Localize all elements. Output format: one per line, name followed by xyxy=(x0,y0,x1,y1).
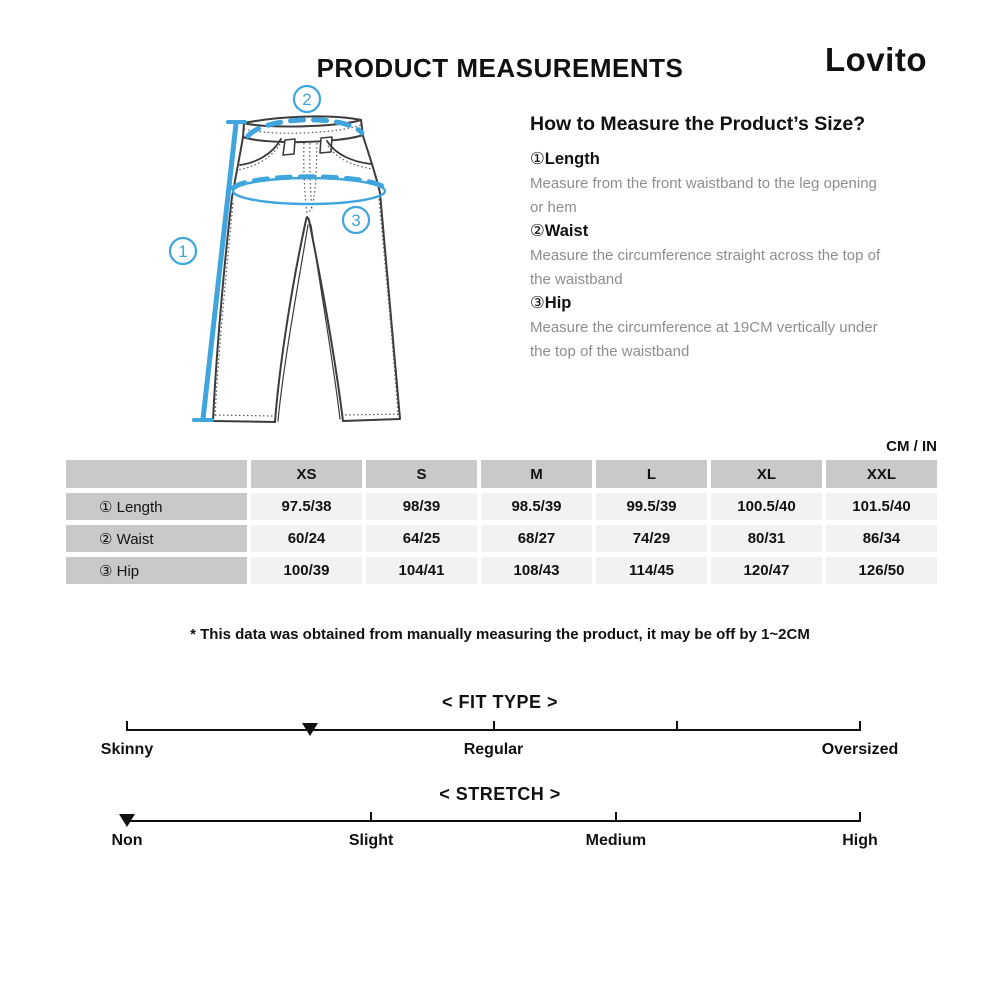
scale-label: Oversized xyxy=(821,741,899,758)
measure-item-number: ② xyxy=(530,222,545,240)
measure-item-number: ③ xyxy=(530,294,545,312)
stretch-title: < STRETCH > xyxy=(439,784,561,804)
measure-item-label: ③Hip xyxy=(530,294,572,312)
size-column-header: XXL xyxy=(826,460,937,488)
size-cell: 108/43 xyxy=(481,557,592,584)
size-cell: 100/39 xyxy=(251,557,362,584)
size-cell: 114/45 xyxy=(596,557,707,584)
size-column-header: XS xyxy=(251,460,362,488)
scale-label: Medium xyxy=(585,832,647,849)
callout-3-number: 3 xyxy=(351,211,361,230)
measure-item-number: ① xyxy=(530,150,545,168)
table-corner-cell xyxy=(66,460,247,488)
size-cell: 100.5/40 xyxy=(711,493,822,520)
size-cell: 68/27 xyxy=(481,525,592,552)
pants-diagram xyxy=(150,85,480,445)
size-column-header: S xyxy=(366,460,477,488)
size-column-header: M xyxy=(481,460,592,488)
unit-label: CM / IN xyxy=(886,438,937,455)
callout-2-number: 2 xyxy=(302,90,312,109)
scale-tick xyxy=(859,721,861,731)
scale-label: Regular xyxy=(463,741,524,758)
scale-tick xyxy=(493,721,495,731)
scale-label: Non xyxy=(111,832,143,849)
size-cell: 60/24 xyxy=(251,525,362,552)
size-table xyxy=(66,460,937,584)
scale-tick xyxy=(676,721,678,731)
how-to-heading: How to Measure the Product’s Size? xyxy=(530,113,866,135)
size-cell: 86/34 xyxy=(826,525,937,552)
size-row-label: ① Length xyxy=(66,493,247,520)
size-cell: 64/25 xyxy=(366,525,477,552)
size-column-header: XL xyxy=(711,460,822,488)
scale-label: Slight xyxy=(348,832,394,849)
scale-label: Skinny xyxy=(100,741,154,758)
size-cell: 104/41 xyxy=(366,557,477,584)
scale-label: High xyxy=(842,832,878,849)
measure-item-waist xyxy=(530,219,888,291)
measure-item-desc: Measure the circumference straight across the top of the waistband xyxy=(530,247,881,288)
size-cell: 80/31 xyxy=(711,525,822,552)
scale-tick xyxy=(370,812,372,822)
footnote: * This data was obtained from manually measuring the product, it may be off by 1~2CM xyxy=(190,626,810,643)
scale-marker xyxy=(302,723,318,736)
measure-item-desc: Measure from the front waistband to the leg opening or hem xyxy=(530,175,877,216)
size-cell: 99.5/39 xyxy=(596,493,707,520)
brand-logo: Lovito xyxy=(825,41,927,78)
measure-item-hip xyxy=(530,291,888,363)
scale-tick xyxy=(859,812,861,822)
size-cell: 101.5/40 xyxy=(826,493,937,520)
scale-tick xyxy=(126,721,128,731)
stretch-scale xyxy=(111,820,878,849)
measure-item-label: ①Length xyxy=(530,150,600,168)
page-title: PRODUCT MEASUREMENTS xyxy=(316,53,684,83)
fit-type-scale xyxy=(100,729,899,758)
scale-tick xyxy=(615,812,617,822)
size-cell: 97.5/38 xyxy=(251,493,362,520)
fit-type-title: < FIT TYPE > xyxy=(441,692,559,712)
measure-item-length xyxy=(530,147,888,219)
size-row-label: ② Waist xyxy=(66,525,247,552)
how-to-measure-section xyxy=(530,113,888,363)
size-column-header: L xyxy=(596,460,707,488)
size-cell: 74/29 xyxy=(596,525,707,552)
size-cell: 98/39 xyxy=(366,493,477,520)
callout-1-number: 1 xyxy=(178,242,188,261)
scale-marker xyxy=(119,814,135,827)
measure-item-label: ②Waist xyxy=(530,222,589,240)
measure-item-desc: Measure the circumference at 19CM vertically under the top of the waistband xyxy=(530,319,878,360)
size-cell: 120/47 xyxy=(711,557,822,584)
scale-line xyxy=(127,820,860,822)
size-cell: 98.5/39 xyxy=(481,493,592,520)
size-row-label: ③ Hip xyxy=(66,557,247,584)
size-cell: 126/50 xyxy=(826,557,937,584)
